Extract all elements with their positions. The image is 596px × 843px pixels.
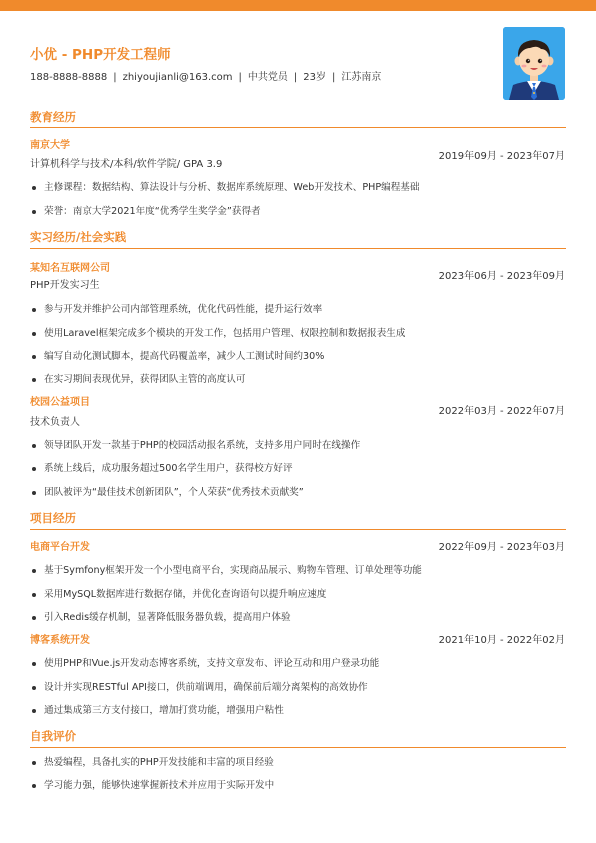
separator: |: [332, 72, 336, 83]
bullet-dot: [32, 491, 36, 495]
section-title-internship: 实习经历/社会实践: [30, 230, 127, 244]
list-item: 编写自动化测试脚本，提高代码覆盖率，减少人工测试时间约30%: [30, 350, 324, 364]
list-item: 采用MySQL数据库进行数据存储，并优化查询语句以提升响应速度: [30, 588, 326, 602]
location: 江苏南京: [341, 72, 382, 83]
education-school: 南京大学: [30, 140, 70, 151]
practice-date: 2022年03月 - 2022年07月: [438, 406, 565, 417]
project-date: 2022年09月 - 2023年03月: [438, 542, 565, 553]
section-divider: [30, 529, 566, 530]
project-date: 2021年10月 - 2022年02月: [438, 635, 565, 646]
section-divider: [30, 248, 566, 249]
age: 23岁: [303, 72, 327, 83]
internship-role: PHP开发实习生: [30, 280, 100, 291]
separator: |: [293, 72, 298, 83]
list-item: 学习能力强，能够快速掌握新技术并应用于实际开发中: [30, 779, 274, 793]
section-title-education: 教育经历: [30, 110, 76, 124]
candidate-name: 小优 - PHP开发工程师: [30, 47, 171, 63]
bullet-dot: [32, 467, 36, 471]
bullet-dot: [32, 332, 36, 336]
resume-header: [30, 46, 470, 86]
list-item: 使用Laravel框架完成多个模块的开发工作，包括用户管理、权限控制和数据报表生成: [30, 327, 405, 341]
practice-project: 校园公益项目: [30, 397, 90, 408]
bullet-dot: [32, 210, 36, 214]
list-item: 团队被评为“最佳技术创新团队”，个人荣获“优秀技术贡献奖”: [30, 486, 304, 500]
list-item: 主修课程：数据结构、算法设计与分析、数据库系统原理、Web开发技术、PHP编程基础: [30, 181, 419, 195]
bullet-dot: [32, 709, 36, 713]
bullet-dot: [32, 784, 36, 788]
list-item: 领导团队开发一款基于PHP的校园活动报名系统，支持多用户同时在线操作: [30, 439, 360, 453]
phone-number: 188-8888-8888: [30, 72, 108, 83]
list-item: 参与开发并维护公司内部管理系统，优化代码性能，提升运行效率: [30, 303, 322, 317]
avatar: [503, 27, 565, 100]
list-item: 设计并实现RESTful API接口，供前端调用，确保前后端分离架构的高效协作: [30, 681, 368, 695]
separator: |: [238, 72, 242, 83]
bullet-dot: [32, 444, 36, 448]
list-item: 使用PHP和Vue.js开发动态博客系统，支持文章发布、评论互动和用户登录功能: [30, 657, 379, 671]
practice-role: 技术负责人: [30, 417, 80, 428]
list-item: 荣誉：南京大学2021年度“优秀学生奖学金”获得者: [30, 205, 261, 219]
list-item: 引入Redis缓存机制，显著降低服务器负载，提高用户体验: [30, 611, 291, 625]
list-item: 在实习期间表现优异，获得团队主管的高度认可: [30, 373, 245, 387]
bullet-dot: [32, 761, 36, 765]
bullet-dot: [32, 686, 36, 690]
list-item: 通过集成第三方支付接口，增加打赏功能，增强用户粘性: [30, 704, 284, 718]
bullet-dot: [32, 186, 36, 190]
section-title-self-evaluation: 自我评价: [30, 729, 76, 743]
bullet-dot: [32, 662, 36, 666]
bullet-dot: [32, 569, 36, 573]
education-major: 计算机科学与技术/本科/软件学院/ GPA 3.9: [30, 159, 223, 170]
section-divider: [30, 127, 566, 128]
list-item: 热爱编程，具备扎实的PHP开发技能和丰富的项目经验: [30, 756, 274, 770]
political-status: 中共党员: [247, 72, 288, 83]
list-item: 系统上线后，成功服务超过500名学生用户，获得校方好评: [30, 462, 293, 476]
section-title-projects: 项目经历: [30, 511, 76, 525]
internship-date: 2023年06月 - 2023年09月: [438, 271, 565, 282]
section-divider: [30, 747, 566, 748]
internship-company: 某知名互联网公司: [30, 263, 110, 274]
bullet-dot: [32, 378, 36, 382]
bullet-dot: [32, 616, 36, 620]
top-accent-bar: [0, 0, 596, 11]
education-date: 2019年09月 - 2023年07月: [438, 151, 565, 162]
list-item: 基于Symfony框架开发一个小型电商平台，实现商品展示、购物车管理、订单处理等功能: [30, 564, 422, 578]
project-name: 博客系统开发: [30, 635, 90, 646]
bullet-dot: [32, 355, 36, 359]
contact-line: [30, 70, 470, 86]
bullet-dot: [32, 308, 36, 312]
email-address: zhiyoujianli@163.com: [122, 72, 233, 83]
bullet-dot: [32, 593, 36, 597]
separator: |: [113, 72, 117, 83]
project-name: 电商平台开发: [30, 542, 90, 553]
avatar-illustration: [503, 27, 565, 100]
